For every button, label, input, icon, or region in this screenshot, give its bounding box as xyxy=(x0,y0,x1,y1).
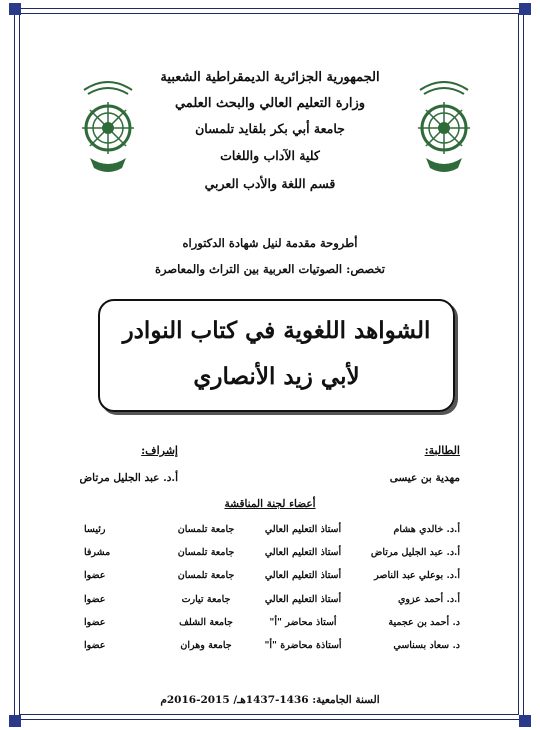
member-name: أ.د. خالدي هشام xyxy=(393,524,460,536)
member-role: رئيسا xyxy=(84,524,106,536)
committee-row xyxy=(84,518,460,541)
student-label: الطالبة: xyxy=(424,444,460,457)
member-name: أ.د. أحمد عزوي xyxy=(397,593,460,605)
corner-ornament xyxy=(519,3,531,15)
member-university: جامعة تلمسان xyxy=(177,524,235,536)
committee-row xyxy=(84,634,460,657)
supervisor-label: إشراف: xyxy=(141,444,178,457)
thesis-specialty: تخصص: الصوتيات العربية بين التراث والمعاصرة xyxy=(154,262,386,276)
member-rank: أستاذ التعليم العالي xyxy=(264,547,342,559)
member-university: جامعة وهران xyxy=(180,640,232,652)
member-university: جامعة تلمسان xyxy=(177,570,235,582)
corner-ornament xyxy=(519,715,531,727)
academic-year: السنة الجامعية: 1436-1437هـ/ 2015-2016م xyxy=(160,694,380,706)
committee-title: أعضاء لجنة المناقشة xyxy=(224,498,316,510)
member-name: د. سعاد بسناسي xyxy=(393,640,460,652)
member-university: جامعة تيارت xyxy=(181,593,231,605)
member-rank: أستاذ التعليم العالي xyxy=(264,570,342,582)
committee-row xyxy=(84,564,460,587)
university-name: جامعة أبي بكر بلقايد تلمسان xyxy=(195,121,345,136)
corner-ornament xyxy=(9,715,21,727)
corner-ornament xyxy=(9,3,21,15)
supervisor-name: أ.د. عبد الجليل مرتاض xyxy=(79,472,178,484)
member-rank: أستاذ محاضر "أ" xyxy=(269,616,337,628)
member-role: عضوا xyxy=(84,570,106,582)
committee-row xyxy=(84,588,460,611)
member-name: أ.د. عبد الجليل مرتاض xyxy=(370,547,460,559)
department-name: قسم اللغة والأدب العربي xyxy=(204,176,336,191)
member-rank: أستاذة محاضرة "أ" xyxy=(264,640,342,652)
thesis-title-line-2: لأبي زيد الأنصاري xyxy=(193,363,360,390)
faculty-name: كلية الآداب واللغات xyxy=(220,148,320,163)
committee-row xyxy=(84,541,460,564)
member-role: مشرفا xyxy=(84,547,111,559)
thesis-type: أطروحة مقدمة لنيل شهادة الدكتوراه xyxy=(182,236,358,250)
member-name: د. أحمد بن عجمية xyxy=(388,616,460,628)
member-rank: أستاذ التعليم العالي xyxy=(264,593,342,605)
member-name: أ.د. بوعلي عبد الناصر xyxy=(374,570,460,582)
thesis-title-line-1: الشواهد اللغوية في كتاب النوادر xyxy=(122,317,431,344)
member-role: عضوا xyxy=(84,640,106,652)
ministry-name: وزارة التعليم العالي والبحث العلمي xyxy=(174,96,366,111)
member-rank: أستاذ التعليم العالي xyxy=(264,524,342,536)
committee-table xyxy=(84,518,460,657)
member-university: جامعة تلمسان xyxy=(177,547,235,559)
thesis-title-box xyxy=(98,299,455,412)
committee-row xyxy=(84,611,460,634)
member-role: عضوا xyxy=(84,593,106,605)
student-name: مهدية بن عيسى xyxy=(389,472,460,484)
republic-name: الجمهورية الجزائرية الديمقراطية الشعبية xyxy=(160,70,380,85)
member-university: جامعة الشلف xyxy=(179,616,233,628)
member-role: عضوا xyxy=(84,616,106,628)
